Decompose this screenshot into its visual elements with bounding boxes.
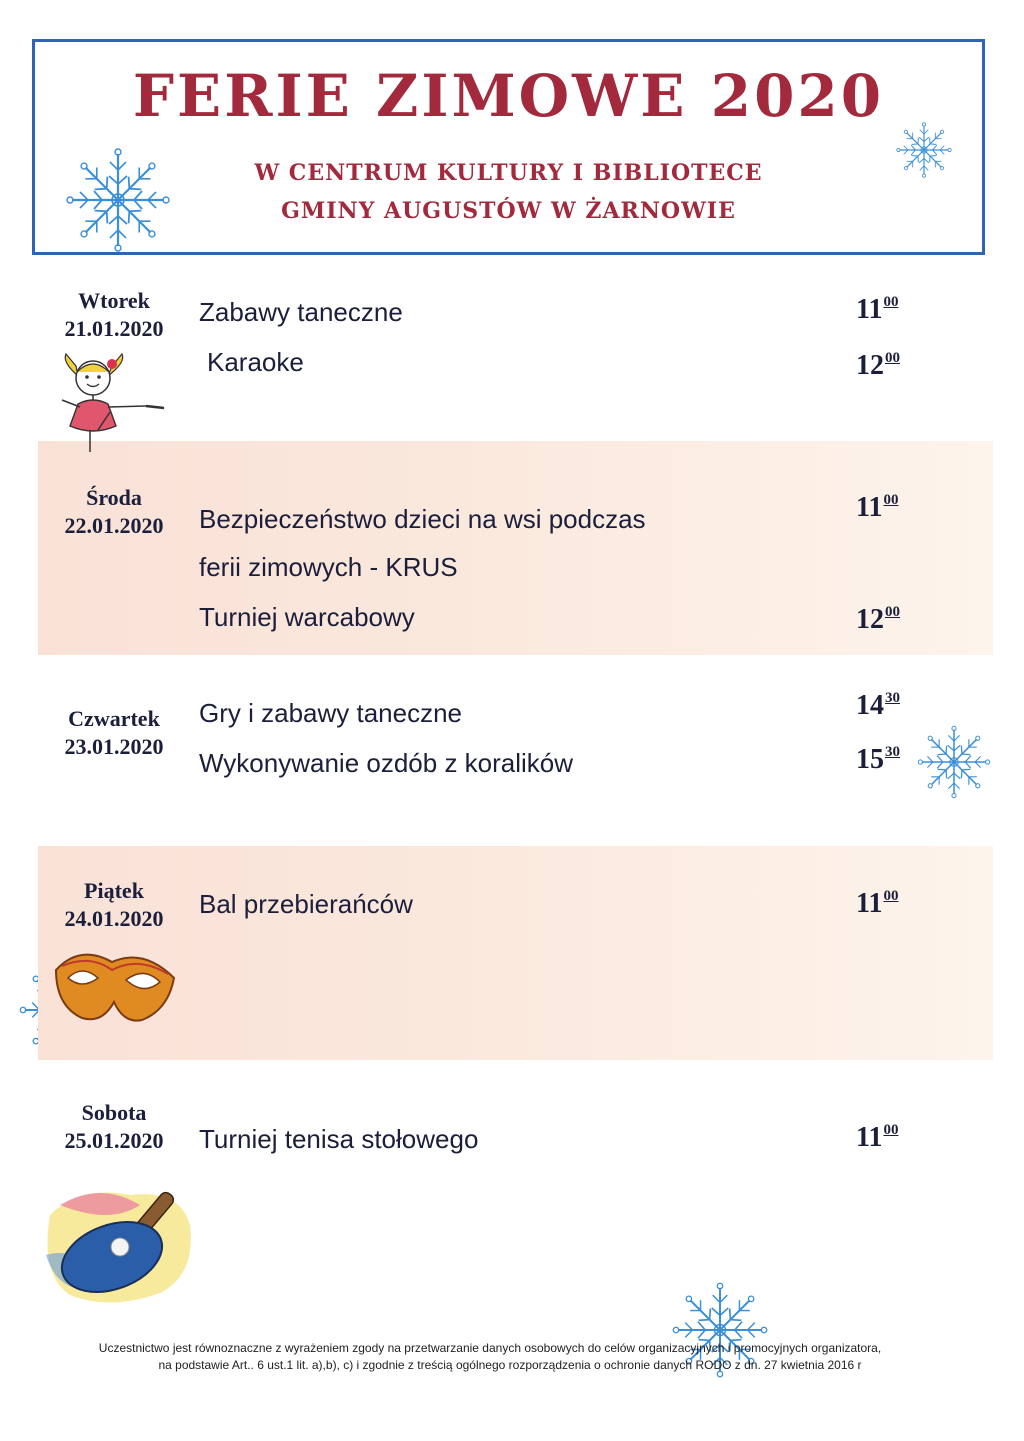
activity: Turniej tenisa stołowego [199,1124,479,1154]
day-name: Środa [86,485,142,510]
activity-time: $15^{30}$ [856,744,900,775]
activity: Karaoke [207,347,304,377]
activity: Turniej warcabowy [199,602,415,632]
day-name: Czwartek [68,706,160,731]
day-label-piatek [44,877,184,933]
page-title: FERIE ZIMOWE 2020 [132,62,885,130]
ping-pong-icon [40,1175,200,1315]
day-date: 21.01.2020 [64,316,164,341]
activity-time: $11^{00}$ [856,492,899,523]
activity: Wykonywanie ozdób z koralików [199,748,574,778]
day-label-sroda [44,484,184,540]
snowflake-icon [58,140,178,260]
schedule-band-sroda [38,441,993,655]
footer-note-line-2: na podstawie Art.. 6 ust.1 lit. a),b), c) i zgodnie z treścią ogólnego rozporządzenia o ochronie danych RODO z dn. 27 kwietnia 2016 r [158,1358,862,1372]
activity-time: $11^{00}$ [856,1122,899,1153]
day-label-sobota [44,1099,184,1155]
day-name: Piątek [84,878,144,903]
subtitle-line-1: W CENTRUM KULTURY I BIBLIOTECE [254,160,763,186]
footer-note-line-1: Uczestnictwo jest równoznaczne z wyrażeniem zgody na przetwarzanie danych osobowych do celów organizacyjnych i promocyjnych organizatora, [98,1341,882,1355]
activity-time: $12^{00}$ [856,604,900,635]
day-date: 23.01.2020 [64,734,164,759]
activity-time: $11^{00}$ [856,888,899,919]
mask-icon [50,940,180,1030]
day-date: 24.01.2020 [64,906,164,931]
day-name: Wtorek [78,288,150,313]
day-label-wtorek [44,287,184,343]
activity: ferii zimowych - KRUS [199,552,458,582]
activity-time: $14^{30}$ [856,690,900,721]
day-name: Sobota [81,1100,147,1125]
activity: Bal przebierańców [199,889,413,919]
day-label-czwartek [44,705,184,761]
subtitle-line-2: GMINY AUGUSTÓW W ŻARNOWIE [281,198,736,224]
activity: Bezpieczeństwo dzieci na wsi podczas [199,504,646,534]
snowflake-icon [912,720,996,804]
activity: Gry i zabawy taneczne [199,698,463,728]
snowflake-icon [892,118,956,182]
activity: Zabawy taneczne [199,297,403,327]
day-date: 22.01.2020 [64,513,164,538]
activity-time: $11^{00}$ [856,294,899,325]
activity-time: $12^{00}$ [856,350,900,381]
day-date: 25.01.2020 [64,1128,164,1153]
doll-icon [56,352,171,462]
